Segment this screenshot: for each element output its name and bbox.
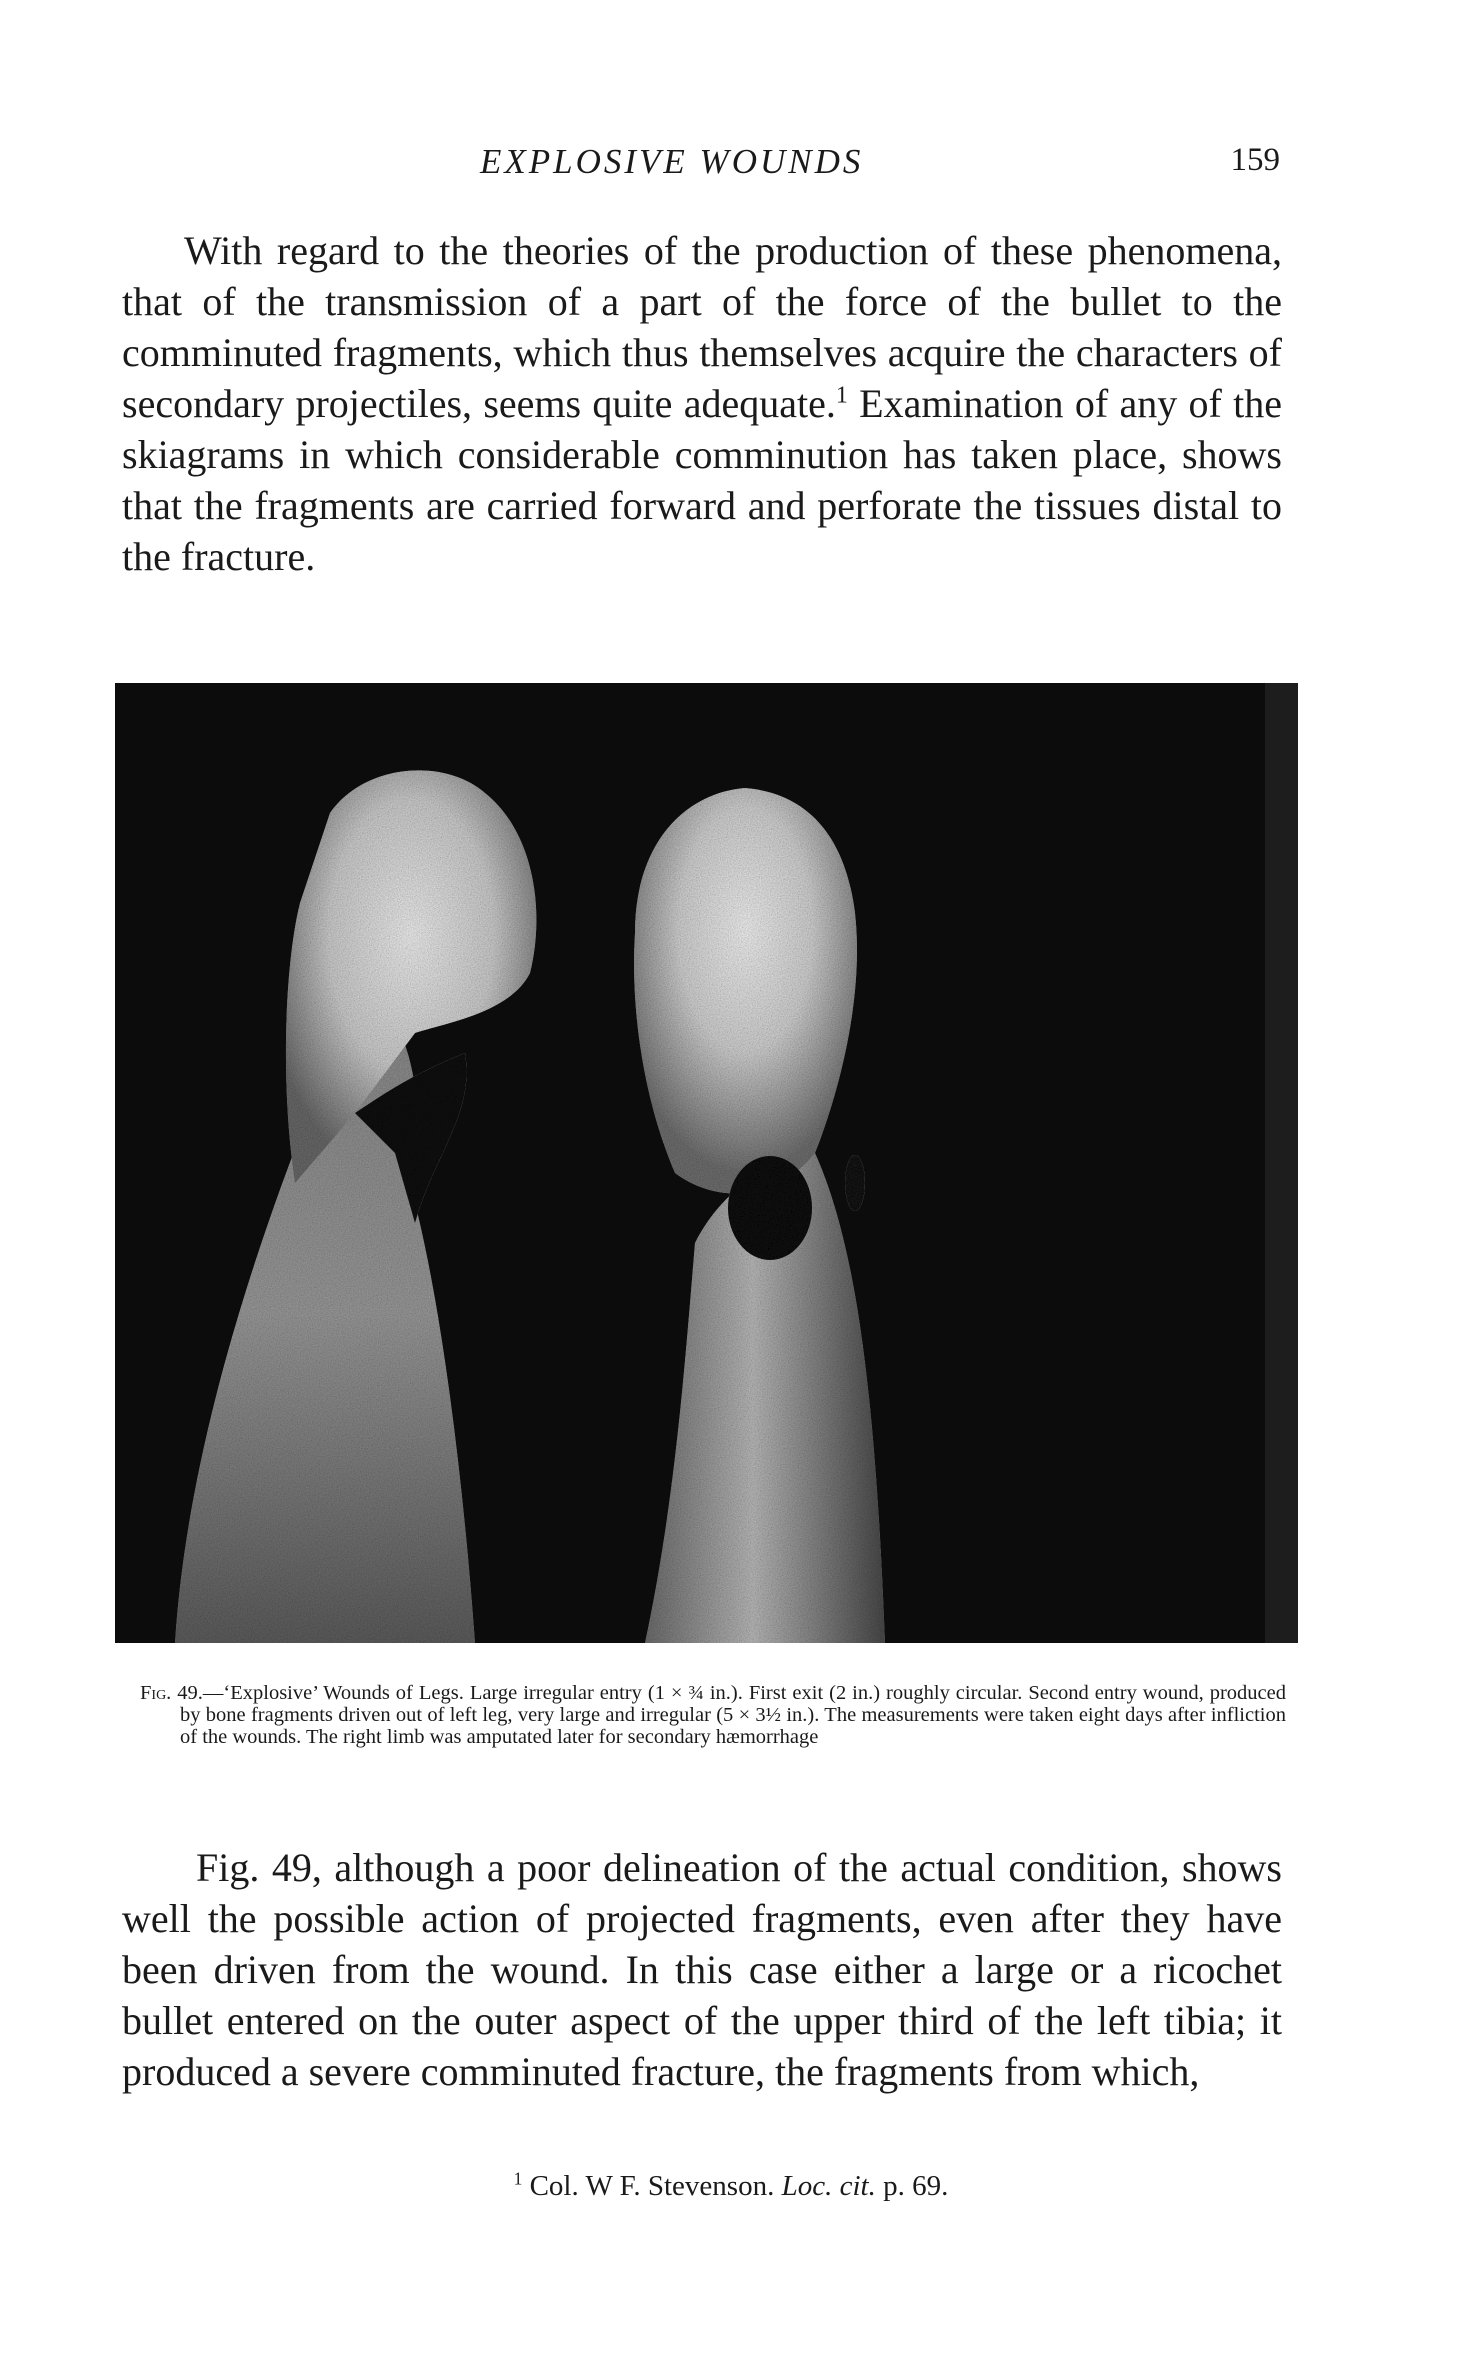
running-title: EXPLOSIVE WOUNDS [480, 142, 864, 181]
figure-photograph-legs [115, 683, 1298, 1643]
footnote [0, 2170, 1462, 2203]
footnote-marker: 1 [513, 2168, 523, 2189]
page-number: 159 [1230, 142, 1280, 178]
footnote-reference: 1 [835, 382, 848, 409]
figure-caption-text: —‘Explosive’ Wounds of Legs. Large irregular entry (1 × ¾ in.). First exit (2 in.) roughly circular. Second entry wound, produced by bone fragments driven out of left leg, very large and irregular (5 × 3½ in.). The measurements were taken eight days after infliction of the wounds. The right limb was amputated later for secondary hæmorrhage [180, 1682, 1286, 1748]
legs-photograph [115, 683, 1298, 1643]
footnote-page: p. 69. [883, 2170, 949, 2202]
figure-label: Fig. 49. [140, 1682, 203, 1704]
right-leg-second-wound [845, 1155, 865, 1211]
footnote-author: Col. W F. Stevenson. [529, 2170, 775, 2202]
right-leg-exit-wound [728, 1156, 812, 1260]
paragraph-fig49: Fig. 49, although a poor delineation of the actual condition, shows well the possible action of projected fragments, even after they have been driven from the wound. In this case either a large or a ricochet bullet entered on the outer aspect of the upper third of the left tibia; it produced a severe comminuted fracture, the fragments from which, [122, 1845, 1282, 2094]
paragraph-text: With regard to the theories of the production of these phenomena, that of the transmission of a part of the force of the bullet to the comminuted fragments, which thus themselves acquire the characters of secondary projectiles, seems quite adequate. [122, 228, 1282, 426]
paragraph-text-continued: Examination of any of the skiagrams in which considerable comminution has taken place, shows that the fragments are carried forward and perforate the tissues distal to the fracture. [122, 381, 1282, 579]
footnote-reference: Loc. cit. [781, 2170, 876, 2202]
figure-caption [140, 1682, 1286, 1748]
running-header [120, 142, 1280, 192]
paragraph-theories [122, 225, 1282, 582]
